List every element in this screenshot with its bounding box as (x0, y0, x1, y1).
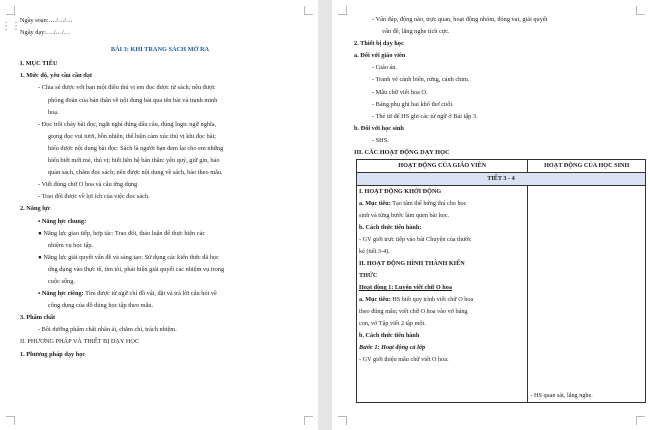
cell-text: b. Cách thức tiến hành: (359, 224, 422, 232)
crop-mark (6, 6, 15, 15)
list-item: - Vấn đáp, động não, trực quan, hoạt động nhóm, đóng vai, giải quyết (372, 16, 548, 23)
hs-label: b. Đối với học sinh (354, 124, 404, 132)
section-hoat-dong: III. CÁC HOẠT ĐỘNG DẠY HỌC (354, 149, 450, 157)
list-item-cont: hiểu được nội dung bài đọc: Sách là người bạn đem lại cho em những (48, 144, 224, 152)
drag-handle-icon[interactable]: ⋮⋮ (1, 21, 21, 32)
right-page-content (354, 14, 634, 403)
ngay-day: Ngày dạy:…./…/… (20, 29, 71, 37)
cell-text: kẻ (tiết 3-4). (359, 248, 390, 256)
list-item-cont: vấn đề, lắng nghe tích cực. (382, 28, 450, 36)
cell-text: b. Cách thức tiến hành (359, 332, 420, 340)
document-page-left (0, 0, 318, 430)
cell-text: Bước 1: Hoạt động cả lớp (359, 344, 426, 352)
table-row (357, 173, 646, 186)
crop-mark (6, 416, 15, 425)
list-item: - Mẫu chữ viết hoa O. (372, 88, 428, 96)
cell-text: - GV giới thiệu mẫu chữ viết O hoa: (359, 356, 449, 364)
cell-text: a. Mục tiêu: Tạo tâm thế hứng thú cho học (359, 200, 467, 208)
crop-mark (636, 6, 645, 15)
subsection-muc-do: 1. Mức độ, yêu cầu cần đạt (20, 72, 92, 80)
subsection-phuong-phap: 1. Phương pháp dạy học (20, 350, 86, 358)
bullet-item-cont: nhiệm vụ học tập. (48, 241, 94, 249)
lesson-plan-table (356, 159, 646, 403)
crop-mark (338, 6, 347, 15)
crop-mark (304, 416, 313, 425)
list-item: - Thẻ từ để HS ghi các từ ngữ ở Bài tập 3. (372, 112, 478, 120)
list-item-cont: quản sách, chăm đọc sách; nêu được nội dung về sách, báo theo mẫu. (48, 169, 223, 177)
cell-spacer (530, 186, 643, 390)
cell-text: - HS quan sát, lắng nghe. (530, 392, 593, 400)
hoat-dong-1: Hoạt động 1: Luyện viết chữ O hoa (359, 284, 452, 292)
document-page-right (332, 0, 650, 430)
cell-text: - GV giới trực tiếp vào bài Chuyện của thước (359, 236, 472, 244)
table-header-row (357, 160, 646, 173)
bullet-item-cont: ứng dụng vào thực tế, tìm tòi, phát hiện giải quyết các nhiệm vụ trong (48, 265, 225, 273)
bullet-item: ▪ Năng lực chung: (38, 217, 87, 225)
section-phuong-phap: II. PHƯƠNG PHÁP VÀ THIẾT BỊ DẠY HỌC (20, 338, 140, 346)
gv-label: a. Đối với giáo viên (354, 52, 406, 60)
section-muc-tieu: I. MỤC TIÊU (20, 60, 58, 68)
bullet-item: ● Năng lực giao tiếp, hợp tác: Trao đổi, thảo luận để thực hiện các (38, 229, 206, 237)
bullet-item-cont: công dụng của đồ dùng học tập theo mẫu. (48, 302, 154, 310)
crop-mark (636, 416, 645, 425)
list-item: - Bảng phụ ghi hai khổ thơ cuối. (372, 100, 454, 108)
header-gv: HOẠT ĐỘNG CỦA GIÁO VIÊN (357, 160, 528, 173)
list-item: - Chia sẻ được với bạn một điều thú vị em đọc được từ sách; nêu được (38, 84, 216, 92)
list-item-cont: hoạ. (48, 108, 59, 116)
bullet-item-cont: cuộc sống. (48, 277, 75, 285)
header-hs: HOẠT ĐỘNG CỦA HỌC SINH (528, 160, 646, 173)
list-item: - Tranh vẽ cảnh biển, rừng, cánh chim. (372, 76, 470, 84)
left-page-content (20, 15, 300, 361)
crop-mark (304, 6, 313, 15)
bullet-item: ▪ Năng lực riêng: Tìm được từ ngữ chỉ đồ vật, đặt và trả lời câu hỏi về (38, 290, 217, 298)
table-row (357, 186, 646, 403)
list-item: - Giáo án. (372, 64, 398, 72)
hs-cell (528, 186, 646, 403)
list-item: - Viết đúng chữ O hoa và câu ứng dụng. (38, 181, 139, 189)
list-item-cont: phỏng đoán của bản thân về nội dung bài qua tên bài và tranh minh (48, 96, 218, 104)
lesson-title: BÀI 3: KHI TRANG SÁCH MỞ RA (110, 46, 210, 54)
cell-text: con, vở Tập viết 2 tập một. (359, 320, 426, 328)
list-item-cont: hiểu biết mới mẻ, thú vị; biết liên hệ bản thân: yêu quý, giữ gìn, bảo (48, 157, 220, 165)
list-item: - SHS. (372, 136, 389, 144)
tiet-label: TIẾT 3 - 4 (357, 173, 646, 186)
ngay-soan: Ngày soạn:…./…/… (20, 17, 73, 24)
khoi-dong-heading: I. HOẠT ĐỘNG KHỞI ĐỘNG (359, 188, 442, 196)
cell-heading: II. HOẠT ĐỘNG HÌNH THÀNH KIẾN (359, 260, 465, 268)
cell-heading: THỨC (359, 272, 378, 280)
cell-text: a. Mục tiêu: HS biết quy trình viết chữ O hoa (359, 296, 474, 304)
subsection-nang-luc: 2. Năng lực (20, 205, 51, 213)
list-item-cont: giọng đọc vui tươi, hồn nhiên, thể hiện cảm xúc thú vị khi đọc bài; (48, 132, 216, 140)
crop-mark (338, 416, 347, 425)
subsection-pham-chat: 3. Phẩm chất (20, 314, 56, 322)
list-item: - Đọc trôi chảy bài đọc, ngắt nghỉ đúng dấu câu, đúng logic ngữ nghĩa, (38, 120, 217, 128)
bullet-item: ● Năng lực giải quyết vấn đề và sáng tạo: Sử dụng các kiến thức đã học (38, 253, 219, 261)
list-item: - Trao đổi được về lợi ích của việc đọc sách. (38, 193, 150, 201)
subsection-thiet-bi: 2. Thiết bị dạy học (354, 40, 404, 48)
list-item: - Bồi dưỡng phẩm chất nhân ái, chăm chỉ, trách nhiệm. (38, 326, 177, 334)
cell-text: sinh và từng bước làm quen bài học. (359, 212, 450, 220)
gv-cell (357, 186, 528, 403)
cell-text: theo đúng mẫu; viết chữ O hoa vào vở bảng (359, 308, 468, 316)
